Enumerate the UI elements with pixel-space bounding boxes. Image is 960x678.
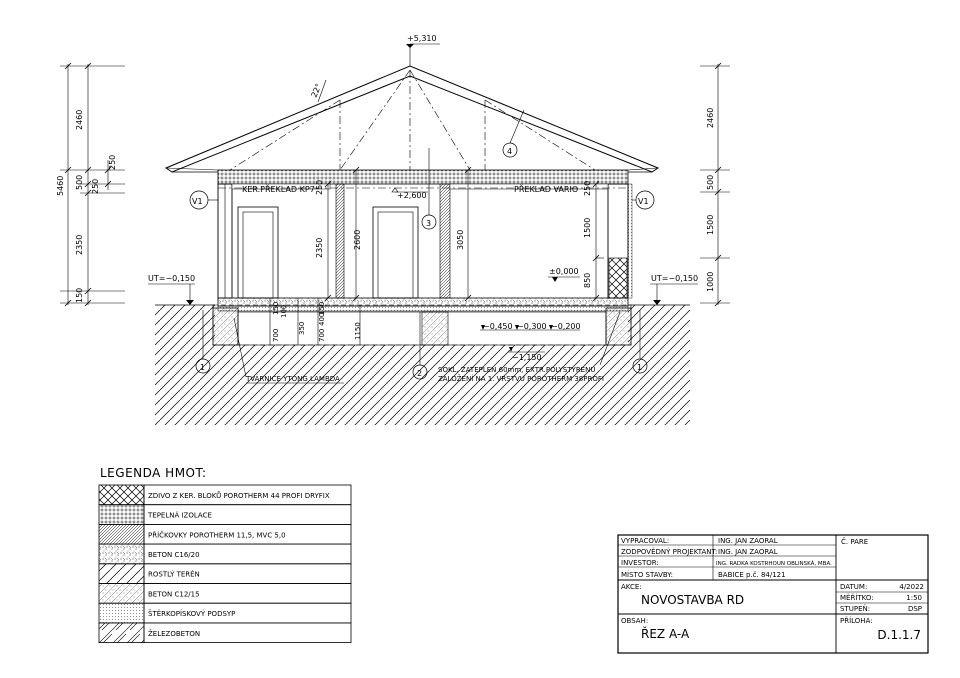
elevation-terrain-left (148, 284, 195, 305)
legend-swatch (99, 603, 144, 623)
dim-r-850: 850 (583, 272, 592, 288)
tb-responsible-value: ING. JAN ZAORAL (718, 548, 778, 556)
elev-found-bottom: −1,150 (512, 353, 542, 362)
elev-f2: −0,300 (517, 322, 547, 331)
tb-investor-label: INVESTOR: (621, 559, 659, 567)
v1-right-text: V1 (638, 197, 649, 206)
legend-row (99, 505, 351, 525)
v1-left-text: V1 (192, 197, 203, 206)
tb-copy-label: Č. PARE (841, 538, 869, 546)
tb-project-value: NOVOSTAVBA RD (641, 593, 745, 607)
dim-int-2350: 2350 (315, 237, 324, 258)
elev-f1: −0,450 (483, 322, 513, 331)
lintel-right-label: PŘEKLAD VARIO (514, 185, 579, 194)
tb-date-value: 4/2022 (899, 583, 924, 591)
marker-3-text: 3 (426, 219, 432, 228)
elev-f3: −0,200 (551, 322, 581, 331)
legend-label: ŽELEZOBETON (148, 629, 201, 638)
tb-location-value: BABICE p.č. 84/121 (718, 571, 786, 579)
elevation-terrain-right (650, 284, 698, 305)
tb-date-label: DATUM: (840, 583, 868, 591)
marker-1-right-text: 1 (637, 363, 643, 372)
note-sokl-1: SOKL. ZATEPLEN 60mm, EXTR.POLYSTYRENU (438, 366, 596, 374)
terrain-under (215, 345, 628, 425)
legend-label: BETON C12/15 (148, 590, 200, 599)
dim-int-250: 250 (315, 179, 324, 195)
roof-pitch: 22° (309, 82, 324, 99)
legend-swatch (99, 584, 144, 604)
dim-left-2350: 2350 (75, 234, 84, 255)
foundation-middle (422, 312, 448, 345)
elev-ceiling: +2,600 (397, 191, 427, 200)
tb-project-label: AKCE: (621, 583, 642, 591)
legend-title: LEGENDA HMOT: (100, 466, 207, 480)
dim-left-150: 150 (75, 287, 84, 303)
dim-r-250: 250 (583, 180, 592, 196)
dim-left-250: 250 (108, 154, 117, 170)
legend-label: TEPELNÁ IZOLACE (148, 511, 212, 520)
wall-right-crosshatch (609, 258, 627, 298)
tb-attachment-label: PŘÍLOHA: (840, 617, 873, 625)
tb-content-value: ŘEZ A-A (641, 627, 690, 641)
dim-left-2460: 2460 (75, 109, 84, 130)
dim-f-350: 350 (298, 321, 306, 335)
door-middle (373, 207, 418, 298)
note-lambda: TVÁRNICE YTONG LAMBDA (246, 375, 340, 383)
legend-swatch (99, 485, 144, 505)
legend-swatch (99, 524, 144, 544)
dim-int-3050: 3050 (456, 229, 465, 250)
foundation-left (213, 308, 238, 345)
dim-f-700a: 700 (272, 328, 280, 342)
ceiling-insulation (218, 170, 628, 184)
dim-left-5460: 5460 (56, 175, 65, 196)
dim-left-250b: 250 (91, 178, 100, 194)
tb-attachment-value: D.1.1.7 (877, 628, 921, 642)
lintel-left-label: KER.PŘEKLAD KP7 (242, 185, 315, 194)
legend-swatch (99, 564, 144, 584)
dim-r-1500: 1500 (583, 217, 592, 238)
elevation-floor (548, 277, 580, 282)
note-sokl-2: ZALOŽENÍ NA 1. VRSTVU POROTHERM 38PROFI (438, 375, 604, 383)
elevation-ridge (406, 44, 440, 66)
marker-1-left-text: 1 (200, 363, 206, 372)
legend-row (99, 584, 351, 604)
legend-label: BETON C16/20 (148, 550, 200, 559)
tb-scale-value: 1:50 (906, 594, 922, 602)
terrain-left (155, 305, 215, 425)
dim-right-1500: 1500 (706, 214, 715, 235)
tb-investor-value: ING. RADKA KOSTRHOUN OBLINSKÁ, MBA. (716, 561, 832, 567)
legend-label: ZDIVO Z KER. BLOKŮ POROTHERM 44 PROFI DRYFIX (148, 491, 330, 500)
legend-row (99, 524, 351, 544)
dim-int-2600: 2600 (353, 229, 362, 250)
elev-floor: ±0,000 (549, 267, 579, 276)
elev-terrain-left: UT=−0,150 (148, 274, 196, 283)
legend-row (99, 544, 351, 564)
marker-2-text: 2 (417, 369, 423, 378)
door-left (238, 207, 278, 298)
tb-location-label: MÍSTO STAVBY: (621, 571, 673, 579)
partition-2 (440, 184, 450, 298)
tb-scale-label: MĚŘÍTKO: (840, 594, 874, 602)
dim-f-150b: 150 (318, 301, 326, 315)
dim-left-500: 500 (75, 174, 84, 190)
legend-row (99, 603, 351, 623)
tb-prepared-value: ING. JAN ZAORAL (718, 537, 778, 545)
dim-f-150a: 150 (272, 301, 280, 315)
dim-right-1000: 1000 (706, 271, 715, 292)
legend-label: PŘÍČKOVKY POROTHERM 11,5, MVC 5,0 (148, 531, 286, 540)
tb-responsible-label: ZODPOVĚDNÝ PROJEKTANT: (621, 548, 718, 556)
dim-f-700b: 700 (318, 328, 326, 342)
marker-3 (422, 148, 436, 229)
legend-swatch (99, 623, 144, 643)
legend-table (99, 485, 351, 643)
legend-label: ŠTĚRKOPÍSKOVÝ PODSYP (148, 610, 236, 619)
legend-label: ROSTLÝ TERÉN (148, 570, 200, 579)
dim-right-2460: 2460 (706, 107, 715, 128)
dim-f-400: 400 (318, 312, 326, 326)
elev-ridge: +5,310 (407, 34, 437, 43)
wall-right-insulation (628, 184, 632, 298)
legend-swatch (99, 544, 144, 564)
legend-row (99, 623, 351, 643)
marker-4-text: 4 (507, 147, 513, 156)
dim-f-100: 100 (280, 304, 288, 318)
dim-right (700, 63, 730, 306)
tb-stage-label: STUPEŇ: (840, 605, 871, 613)
tb-content-label: OBSAH: (621, 617, 649, 625)
roof (166, 66, 658, 172)
dim-right-500: 500 (706, 174, 715, 190)
partition-1 (336, 184, 344, 298)
legend-row (99, 485, 351, 505)
dim-f-1150: 1150 (354, 322, 362, 340)
tb-prepared-label: VYPRACOVAL: (621, 537, 670, 545)
tb-stage-value: DSP (907, 605, 922, 613)
legend-swatch (99, 505, 144, 525)
elev-terrain-right: UT=−0,150 (651, 274, 699, 283)
legend-row (99, 564, 351, 584)
